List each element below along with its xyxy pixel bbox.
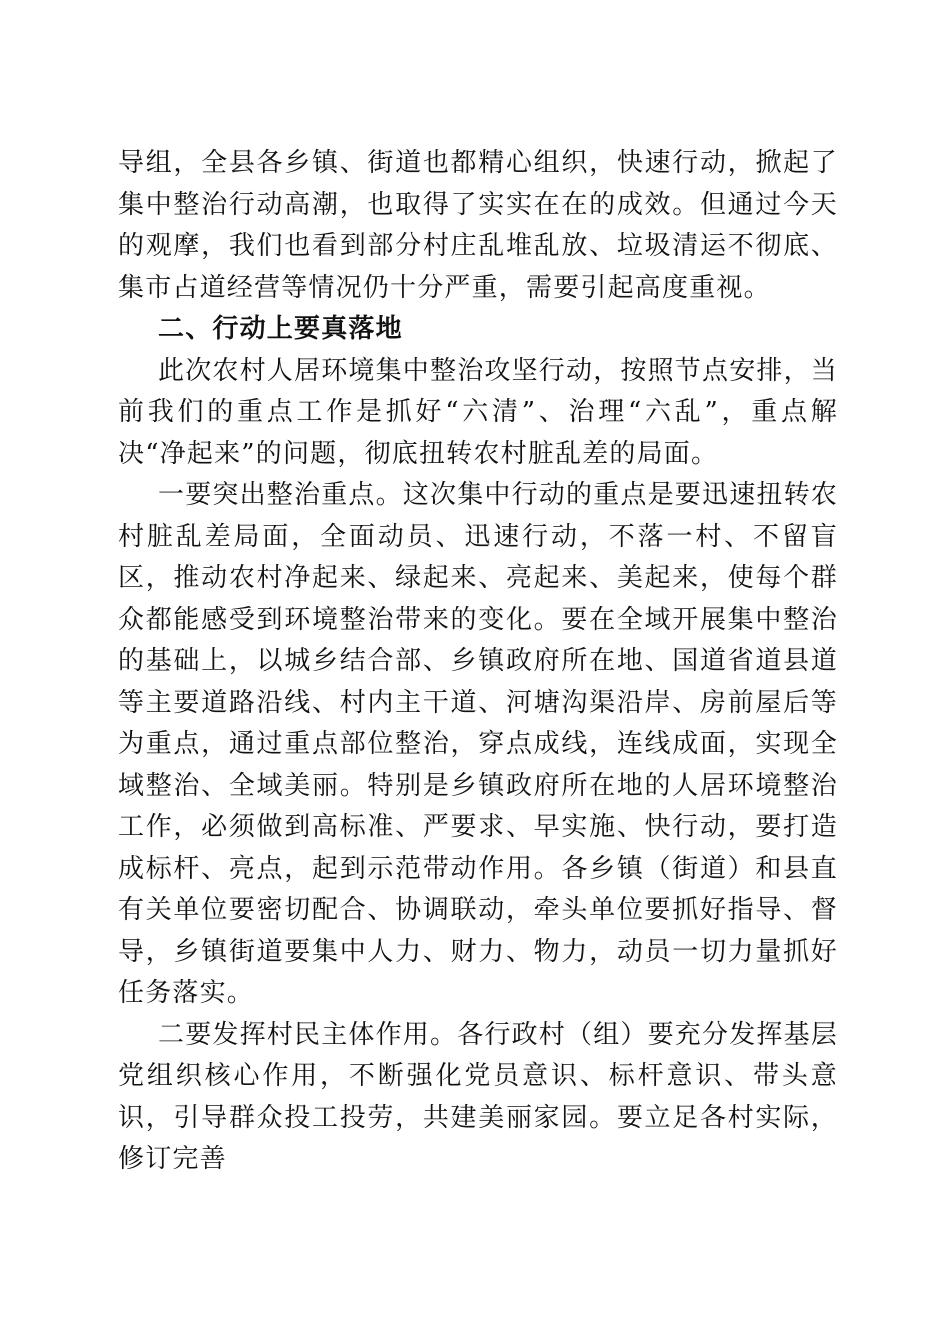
- paragraph-intro: 此次农村人居环境集中整治攻坚行动，按照节点安排，当前我们的重点工作是抓好“六清”、治理“六乱”，重点解决“净起来”的问题，彻底扭转农村脏乱差的局面。: [118, 355, 839, 469]
- paragraph-point-two: 二要发挥村民主体作用。各行政村（组）要充分发挥基层党组织核心作用，不断强化党员意识、标杆意识、带头意识，引导群众投工投劳，共建美丽家园。要立足各村实际，修订完善: [118, 1019, 839, 1174]
- section-heading: 二、行动上要真落地: [158, 314, 403, 344]
- document-body: [118, 143, 838, 1181]
- paragraph-point-one: 一要突出整治重点。这次集中行动的重点是要迅速扭转农村脏乱差局面，全面动员、迅速行动，不落一村、不留盲区，推动农村净起来、绿起来、亮起来、美起来，使每个群众都能感受到环境整治带来的变化。要在全域开展集中整治的基础上，以城乡结合部、乡镇政府所在地、国道省道县道等主要道路沿线、村内主干道、河塘沟渠沿岸、房前屋后等为重点，通过重点部位整治，穿点成线，连线成面，实现全域整治、全域美丽。特别是乡镇政府所在地的人居环境整治工作，必须做到高标准、严要求、早实施、快行动，要打造成标杆、亮点，起到示范带动作用。各乡镇（街道）和县直有关单位要密切配合、协调联动，牵头单位要抓好指导、督导，乡镇街道要集中人力、财力、物力，动员一切力量抓好任务落实。: [118, 480, 839, 1008]
- paragraph-continuation: 导组，全县各乡镇、街道也都精心组织，快速行动，掀起了集中整治行动高潮，也取得了实实在在的成效。但通过今天的观摩，我们也看到部分村庄乱堆乱放、垃圾清运不彻底、集市占道经营等情况仍十分严重，需要引起高度重视。: [118, 148, 838, 303]
